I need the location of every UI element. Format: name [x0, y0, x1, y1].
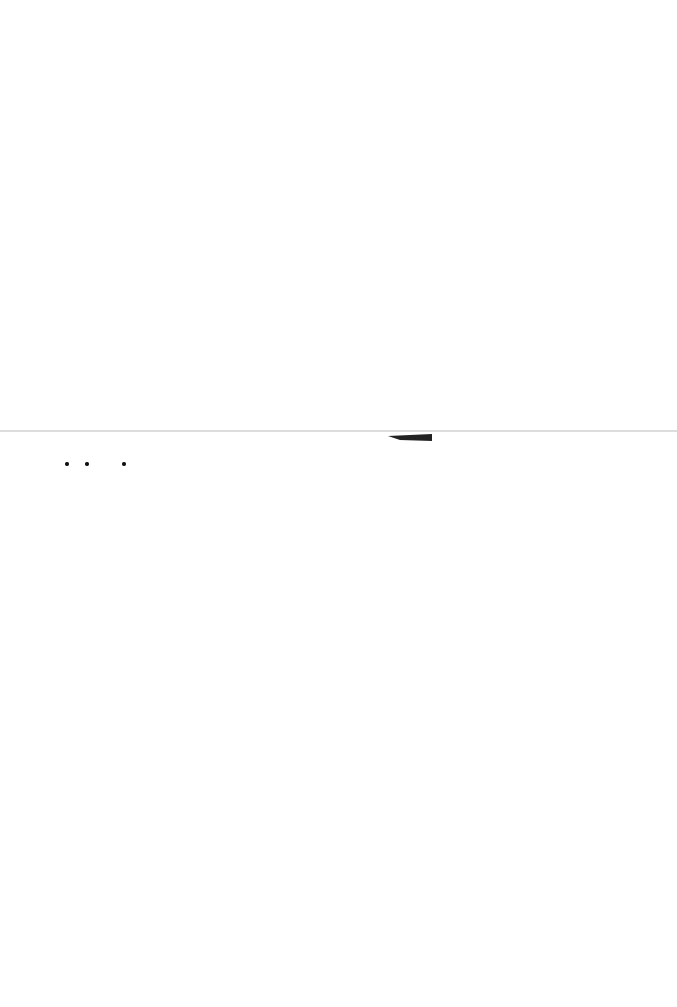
footer-state-bar: [0, 991, 677, 1007]
depth-column: [158, 28, 204, 968]
gas-spike-mark: [388, 434, 432, 441]
scale-dots: [65, 462, 126, 466]
